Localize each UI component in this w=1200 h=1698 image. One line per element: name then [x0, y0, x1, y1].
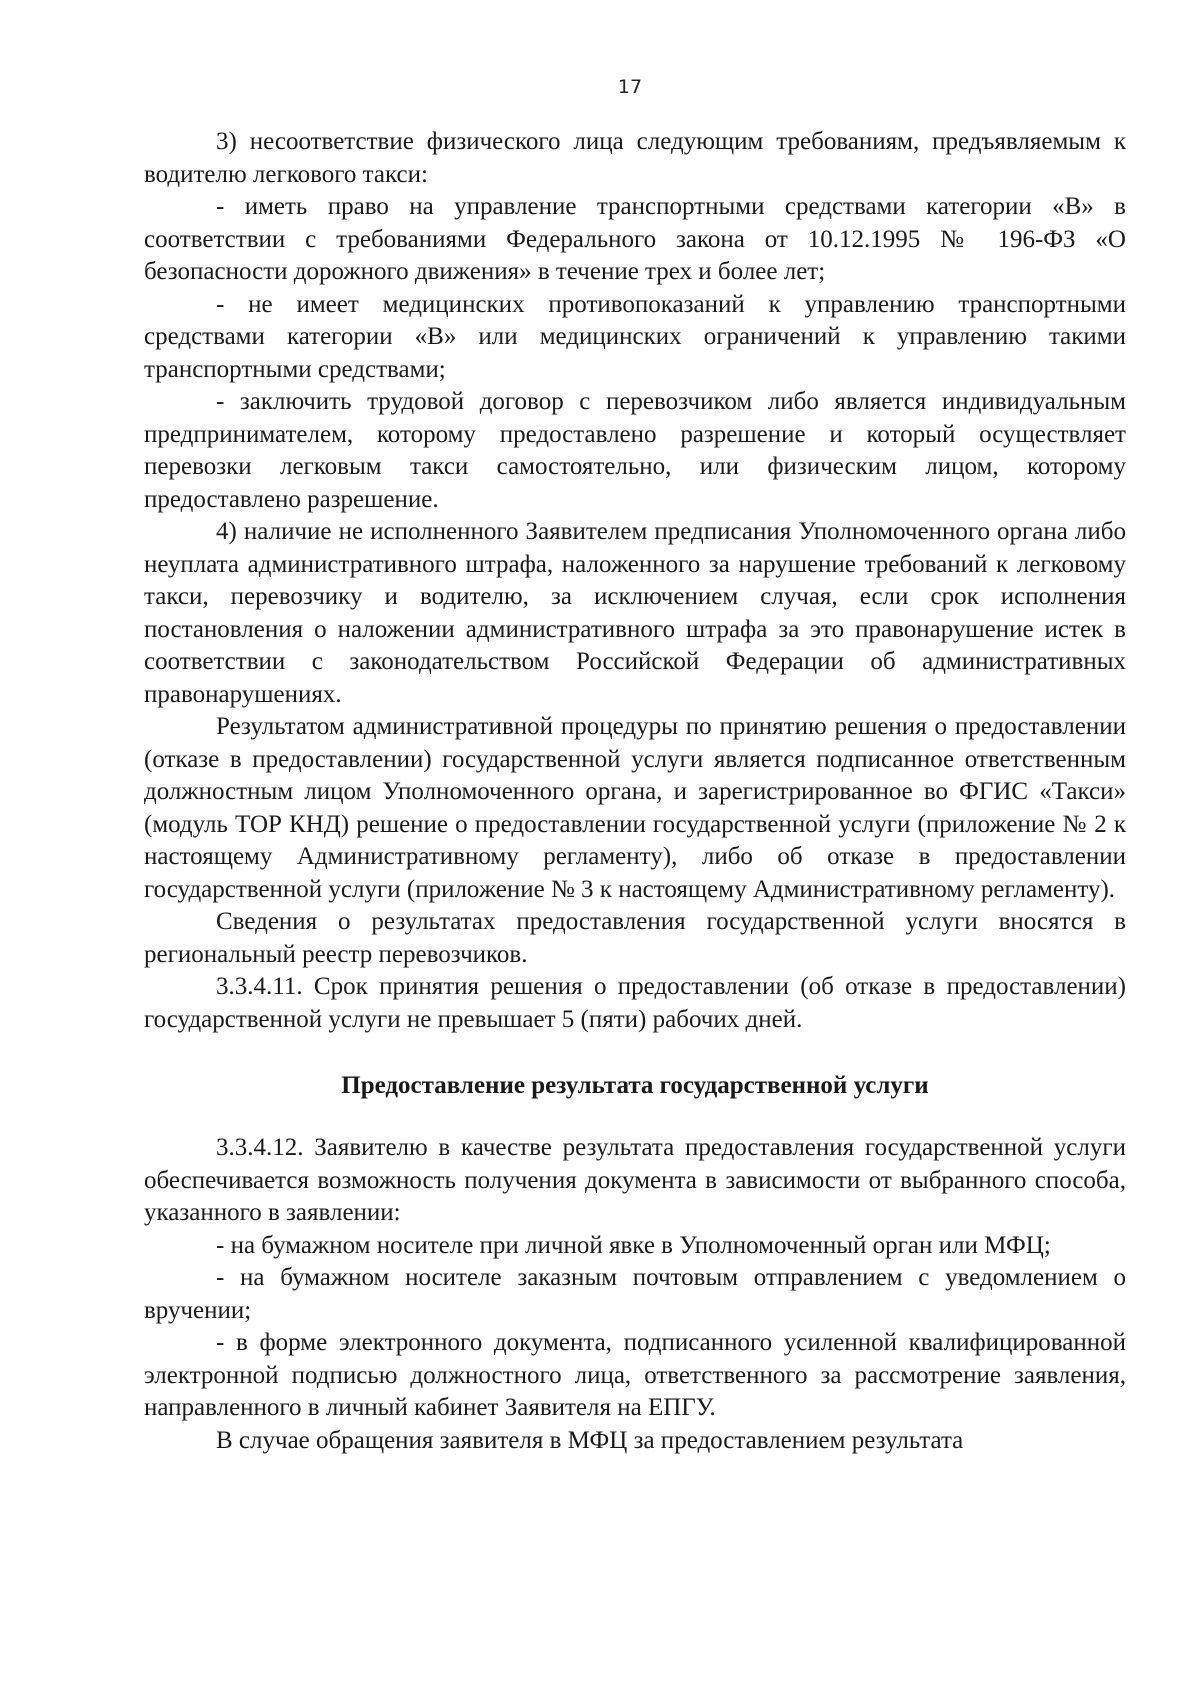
paragraph: - не имеет медицинских противопоказаний к управлению транспортными средствами категории «В» или медицинских ограничений к управлению такими транспортными средствами;: [144, 290, 1126, 383]
paragraph: - в форме электронного документа, подписанного усиленной квалифицированной электронной подписью должностного лица, ответственного за рассмотрение заявления, направленного в личный кабинет Заявителя на ЕПГУ.: [144, 1329, 1126, 1421]
document-body: [144, 126, 1126, 1457]
paragraph: - заключить трудовой договор с перевозчиком либо является индивидуальным предпринимателем, которому предоставлено разрешение и который осуществляет перевозки легковым такси самостоятельно, или физическим лицом, которому предоставлено разрешение.: [144, 388, 1126, 513]
paragraph: 3.3.4.12. Заявителю в качестве результата предоставления государственной услуги обеспечивается возможность получения документа в зависимости от выбранного способа, указанного в заявлении:: [144, 1134, 1126, 1226]
paragraph: Сведения о результатах предоставления государственной услуги вносятся в региональный реестр перевозчиков.: [144, 908, 1126, 968]
paragraph: 3.3.4.11. Срок принятия решения о предоставлении (об отказе в предоставлении) государственной услуги не превышает 5 (пяти) рабочих дней.: [144, 973, 1126, 1033]
paragraph: В случае обращения заявителя в МФЦ за предоставлением результата: [216, 1426, 964, 1454]
paragraph: - на бумажном носителе заказным почтовым отправлением с уведомлением о вручении;: [144, 1264, 1126, 1324]
paragraph: - на бумажном носителе при личной явке в Уполномоченный орган или МФЦ;: [216, 1231, 1051, 1259]
paragraph: Результатом административной процедуры по принятию решения о предоставлении (отказе в предоставлении) государственной услуги является подписанное ответственным должностным лицом Уполномоченного органа, и зарегистрированное во ФГИС «Такси» (модуль ТОР КНД) решение о предоставлении государственной услуги (приложение № 2 к настоящему Административному регламенту), либо об отказе в предоставлении государственной услуги (приложение № 3 к настоящему Административному регламенту).: [144, 713, 1126, 903]
paragraph: - иметь право на управление транспортными средствами категории «В» в соответствии с требованиями Федерального закона от 10.12.1995 № 196-ФЗ «О безопасности дорожного движения» в течение трех и более лет;: [144, 193, 1126, 285]
section-heading: Предоставление результата государственной услуги: [341, 1072, 929, 1099]
paragraph: 3) несоответствие физического лица следующим требованиям, предъявляемым к водителю легкового такси:: [144, 128, 1126, 188]
page-number: 17: [617, 76, 643, 98]
paragraph: 4) наличие не исполненного Заявителем предписания Уполномоченного органа либо неуплата административного штрафа, наложенного за нарушение требований к легковому такси, перевозчику и водителю, за исключением случая, если срок исполнения постановления о наложении административного штрафа за это правонарушение истек в соответствии с законодательством Российской Федерации об административных правонарушениях.: [144, 518, 1126, 708]
